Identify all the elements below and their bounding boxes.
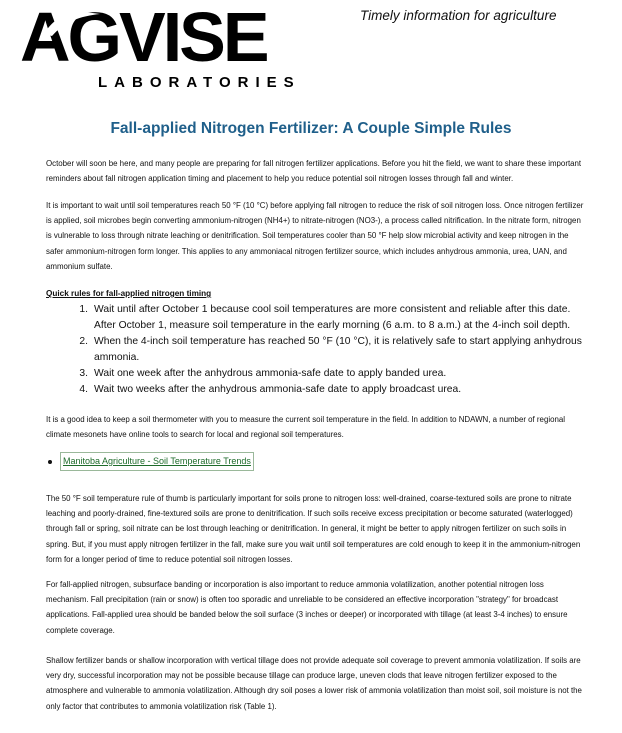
bullet-icon bbox=[48, 460, 52, 464]
article-title: Fall-applied Nitrogen Fertilizer: A Couple Simple Rules bbox=[110, 120, 512, 137]
agvise-logo bbox=[20, 2, 320, 94]
rule-text: Wait two weeks after the anhydrous ammonia-safe date to apply broadcast urea. bbox=[94, 384, 462, 395]
soil-loss-paragraph: The 50 °F soil temperature rule of thumb is particularly important for soils prone to nitrogen loss: well-drained, coarse-textured soils are prone to nitrate leaching and poorly-drained, fine-textured soils are prone to denitrification. If such soils receive excess precipitation or become saturated (waterlogged) through fall or spring, soil nitrate can be lost through leaching or denitrification. In general, it might be better to apply nitrogen fertilizer on such soils in spring. But, if you must apply nitrogen fertilizer in the fall, make sure you wait until soil temperatures are cold enough to keep it in the ammonium-nitrogen form for a longer period of time to reduce potential soil nitrogen losses. bbox=[46, 494, 581, 564]
logo-subtitle: LABORATORIES bbox=[98, 74, 301, 91]
rule-text: Wait until after October 1 because cool soil temperatures are more consistent and reliable after this date. After October 1, measure soil temperature in the early morning (6 a.m. to 8 a.m.) at the 4-inch soil depth. bbox=[94, 304, 571, 331]
soil-temperature-paragraph: It is important to wait until soil temperatures reach 50 °F (10 °C) before applying fall nitrogen to reduce the risk of soil nitrogen loss. Once nitrogen fertilizer is applied, soil microbes begin converting ammonium-nitrogen (NH4+) to nitrate-nitrogen (NO3-), a process called nitrification. In the nitrate form, nitrogen is vulnerable to loss through nitrate leaching or denitrification. Soil temperatures cooler than 50 °F help slow microbial activity and keep nitrogen in the safer ammonium-nitrogen form longer. This applies to any ammoniacal nitrogen fertilizer source, which includes anhydrous ammonia, urea, UAN, and ammonium sulfate. bbox=[46, 201, 584, 271]
list-item bbox=[46, 334, 586, 366]
list-item bbox=[46, 366, 586, 382]
list-item bbox=[46, 302, 586, 334]
link-list-item bbox=[46, 452, 254, 471]
rule-number: 2. bbox=[79, 336, 88, 347]
quick-rules-list bbox=[46, 302, 586, 398]
rule-number: 1. bbox=[79, 304, 88, 315]
tagline: Timely information for agriculture bbox=[360, 8, 557, 23]
list-item bbox=[46, 382, 586, 398]
rule-number: 4. bbox=[79, 384, 88, 395]
quick-rules-heading: Quick rules for fall-applied nitrogen timing bbox=[46, 289, 212, 298]
rule-text: When the 4-inch soil temperature has reached 50 °F (10 °C), it is relatively safe to start applying anhydrous ammonia. bbox=[94, 336, 582, 363]
banding-paragraph: For fall-applied nitrogen, subsurface banding or incorporation is also important to reduce ammonia volatilization, another potential nitrogen loss mechanism. Fall precipitation (rain or snow) is often too sporadic and unreliable to be considered an effective incorporation "strategy" for broadcast applications. Fall-applied urea should be banded below the soil surface (3 inches or deeper) or incorporated with tillage (at least 3-4 inches) to ensure complete coverage. bbox=[46, 580, 568, 635]
volatilization-paragraph: Shallow fertilizer bands or shallow incorporation with vertical tillage does not provide adequate soil coverage to prevent ammonia volatilization. If soils are very dry, successful incorporation may not be possible because tillage can produce large, uneven clods that leave nitrogen fertilizer exposed to the atmosphere and vulnerable to ammonia volatilization. Although dry soil poses a lower risk of ammonia volatilization than moist soil, soil moisture is not the only factor that contributes to ammonia volatilization risk (Table 1). bbox=[46, 656, 582, 711]
logo-swoosh-icon bbox=[42, 8, 102, 38]
soil-thermometer-paragraph: It is a good idea to keep a soil thermometer with you to measure the current soil temperature in the field. In addition to NDAWN, a number of regional climate mesonets have online tools to search for local and regional soil temperatures. bbox=[46, 415, 566, 440]
logo-wordmark: AGVISE bbox=[20, 0, 267, 76]
manitoba-soil-temperature-link[interactable]: Manitoba Agriculture - Soil Temperature Trends bbox=[60, 452, 254, 471]
rule-text: Wait one week after the anhydrous ammonia-safe date to apply banded urea. bbox=[94, 368, 447, 379]
rule-number: 3. bbox=[79, 368, 88, 379]
intro-paragraph: October will soon be here, and many people are preparing for fall nitrogen fertilizer applications. Before you hit the field, we want to share these important reminders about fall nitrogen application timing and placement to help you reduce potential soil nitrogen losses through fall and winter. bbox=[46, 159, 582, 184]
